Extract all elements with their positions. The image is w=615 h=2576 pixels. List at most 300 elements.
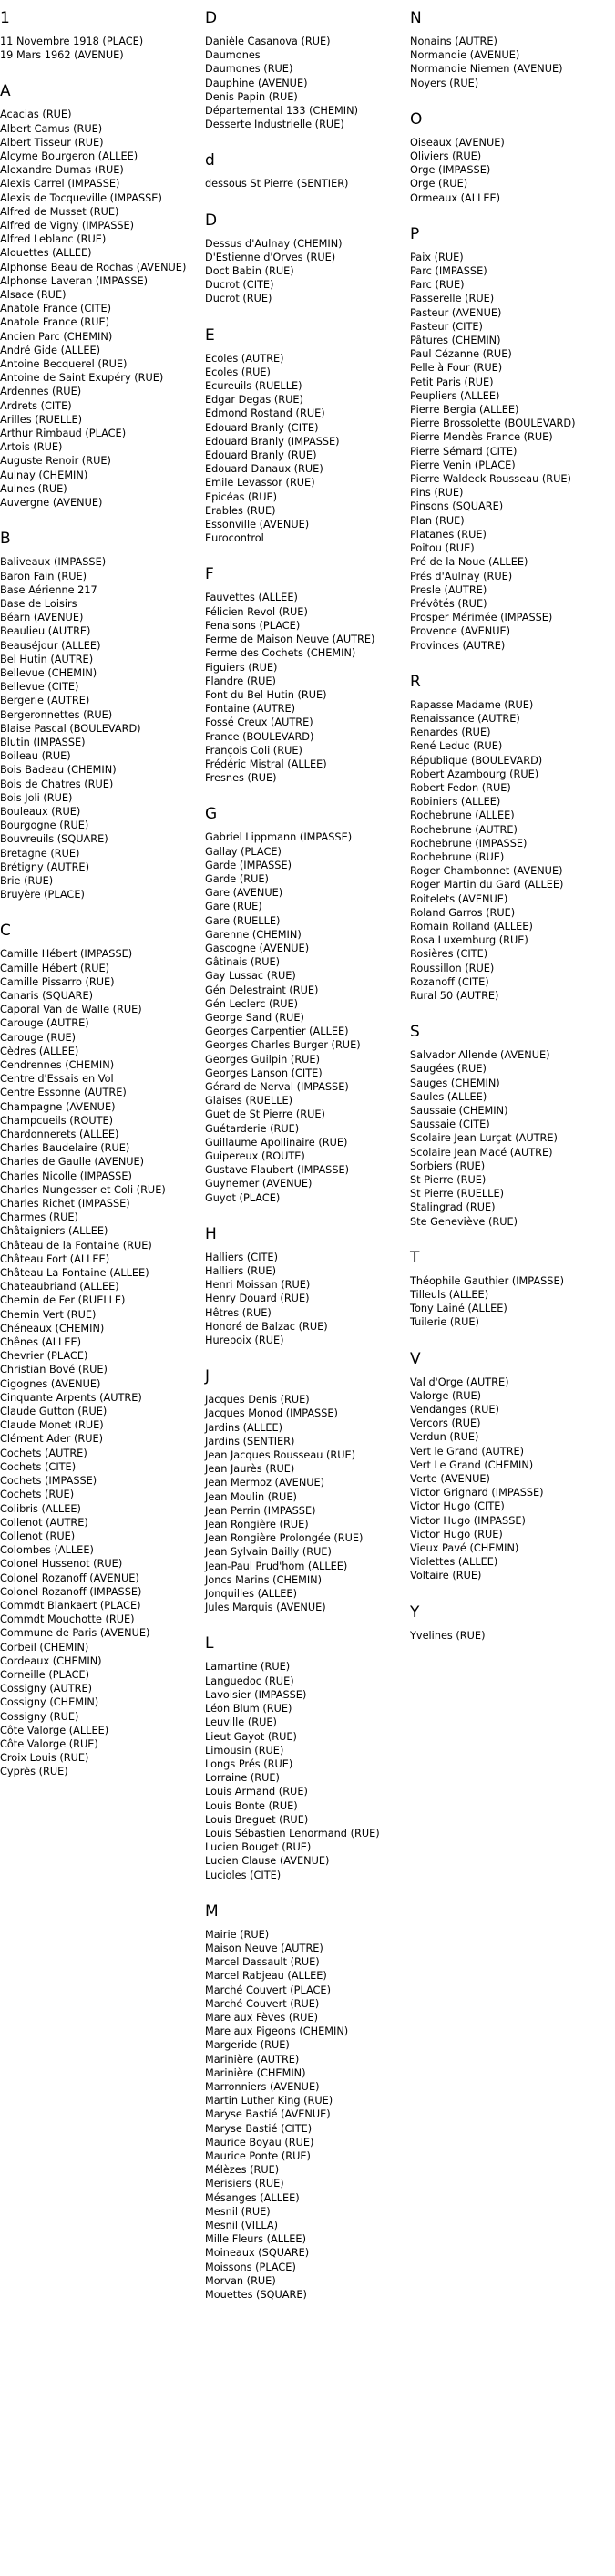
- street-entry: Bergerie (AUTRE): [0, 695, 90, 707]
- street-entry: Aulnes (RUE): [0, 482, 67, 495]
- street-entry: Moineaux (SQUARE): [205, 2247, 310, 2260]
- street-entry: Champagne (AVENUE): [0, 1100, 116, 1113]
- letter-section: [205, 1225, 405, 1347]
- street-entry: Saussaie (CHEMIN): [410, 1105, 508, 1117]
- street-entry: Languedoc (RUE): [205, 1674, 294, 1687]
- street-entry: Halliers (RUE): [205, 1265, 276, 1278]
- street-entry: Plan (RUE): [410, 514, 465, 527]
- street-entry: Bellevue (CHEMIN): [0, 666, 97, 679]
- street-entry: Poitou (RUE): [410, 542, 475, 555]
- street-entry: Ecureuils (RUELLE): [205, 380, 302, 393]
- street-entry: Rochebrune (RUE): [410, 850, 505, 863]
- street-entry: Jean Rongière (RUE): [205, 1519, 309, 1531]
- street-entry: Gay Lussac (RUE): [205, 970, 296, 983]
- street-entry: Stalingrad (RUE): [410, 1201, 496, 1214]
- street-entry: Croix Louis (RUE): [0, 1752, 89, 1765]
- street-entry: Gérard de Nerval (IMPASSE): [205, 1080, 349, 1093]
- street-entry: Cochets (RUE): [0, 1489, 75, 1501]
- street-entry: Saugées (RUE): [410, 1063, 487, 1076]
- street-entry: Fossé Creux (AUTRE): [205, 716, 313, 729]
- street-index-column-2: [205, 9, 405, 2322]
- street-entry: Tuilerie (RUE): [410, 1316, 479, 1329]
- street-entry: Morvan (RUE): [205, 2274, 276, 2287]
- street-entry: Ducrot (RUE): [205, 293, 272, 305]
- street-entry: Guétarderie (RUE): [205, 1122, 300, 1135]
- street-entry: Marcel Rabjeau (ALLEE): [205, 1970, 327, 1983]
- street-entry: Lavoisier (IMPASSE): [205, 1688, 307, 1701]
- street-entry: Bellevue (CITE): [0, 681, 79, 694]
- section-letter-heading: D: [205, 9, 218, 27]
- street-entry: Guet de St Pierre (RUE): [205, 1108, 325, 1121]
- street-entry: Brie (RUE): [0, 874, 54, 887]
- street-entry: Roger Martin du Gard (ALLEE): [410, 879, 564, 891]
- street-entry: Gascogne (AVENUE): [205, 942, 310, 954]
- street-entry: Rural 50 (AUTRE): [410, 989, 499, 1002]
- letter-section: [205, 151, 405, 191]
- street-entry: Rochebrune (AUTRE): [410, 823, 518, 836]
- street-entry: Bouleaux (RUE): [0, 805, 81, 818]
- street-entry: Bel Hutin (AUTRE): [0, 653, 94, 665]
- letter-section: [205, 1902, 405, 2302]
- street-entry: Fontaine (AUTRE): [205, 703, 296, 716]
- street-entry: Hêtres (RUE): [205, 1306, 272, 1319]
- street-entry: George Sand (RUE): [205, 1011, 304, 1024]
- street-entry: Jean Sylvain Bailly (RUE): [205, 1546, 332, 1559]
- street-entry: Flandre (RUE): [205, 675, 276, 687]
- street-entry: Ecoles (AUTRE): [205, 352, 284, 365]
- street-entry: Longs Prés (RUE): [205, 1757, 293, 1770]
- street-entry: Bergeronnettes (RUE): [0, 708, 113, 721]
- street-entry: Gare (RUE): [205, 901, 262, 913]
- street-entry: Maurice Boyau (RUE): [205, 2136, 314, 2148]
- street-entry: Ardrets (CITE): [0, 399, 72, 412]
- street-entry: Passerelle (RUE): [410, 293, 495, 305]
- street-entry: Denis Papin (RUE): [205, 90, 298, 103]
- street-entry: Salvador Allende (AVENUE): [410, 1049, 550, 1062]
- street-entry: Carouge (AUTRE): [0, 1017, 89, 1030]
- street-entry: Joncs Marins (CHEMIN): [205, 1573, 323, 1586]
- street-entry: Garde (IMPASSE): [205, 859, 292, 871]
- street-entry: Beauséjour (ALLEE): [0, 639, 101, 652]
- street-entry: Lucien Clause (AVENUE): [205, 1855, 330, 1868]
- street-entry: Bois Badeau (CHEMIN): [0, 764, 117, 777]
- street-entry: Robert Fedon (RUE): [410, 781, 511, 794]
- street-entry: Rapasse Madame (RUE): [410, 698, 534, 711]
- street-entry: Petit Paris (RUE): [410, 376, 494, 388]
- street-entry: Platanes (RUE): [410, 528, 487, 541]
- street-entry: Charles de Gaulle (AVENUE): [0, 1156, 145, 1169]
- street-entry: Victor Hugo (CITE): [410, 1500, 505, 1513]
- street-entry: Gare (AVENUE): [205, 887, 283, 900]
- street-entry: Alexis Carrel (IMPASSE): [0, 178, 120, 191]
- street-entry: Jonquilles (ALLEE): [205, 1588, 297, 1601]
- letter-section: [205, 1634, 405, 1881]
- street-entry: Château La Fontaine (ALLEE): [0, 1267, 149, 1280]
- street-entry: Lucien Bouget (RUE): [205, 1841, 312, 1854]
- street-entry: Ardennes (RUE): [0, 386, 82, 398]
- street-entry: Louis Bonte (RUE): [205, 1799, 298, 1812]
- street-entry: Beaulieu (AUTRE): [0, 625, 91, 638]
- street-entry: Camille Hébert (IMPASSE): [0, 948, 133, 961]
- street-entry: Roitelets (AVENUE): [410, 892, 508, 905]
- street-list: [205, 237, 405, 306]
- street-entry: Lorraine (RUE): [205, 1772, 280, 1785]
- section-letter-heading: D: [205, 211, 218, 230]
- letter-section: [410, 673, 610, 1003]
- street-list: [205, 830, 405, 1204]
- street-entry: St Pierre (RUELLE): [410, 1188, 505, 1200]
- street-entry: Corneille (PLACE): [0, 1668, 90, 1681]
- section-letter-heading: J: [205, 1367, 210, 1386]
- street-entry: Limousin (RUE): [205, 1744, 284, 1757]
- street-entry: Anatole France (CITE): [0, 303, 112, 315]
- street-entry: Violettes (ALLEE): [410, 1556, 498, 1569]
- street-entry: Côte Valorge (RUE): [0, 1737, 98, 1750]
- street-entry: Léon Blum (RUE): [205, 1703, 292, 1716]
- street-entry: Glaises (RUELLE): [205, 1095, 293, 1108]
- letter-section: [205, 565, 405, 785]
- street-entry: Vercors (RUE): [410, 1417, 481, 1430]
- street-list: [410, 136, 610, 205]
- street-entry: Pierre Mendès France (RUE): [410, 431, 553, 444]
- street-index-column-3: [410, 9, 610, 1663]
- street-entry: Côte Valorge (ALLEE): [0, 1724, 109, 1736]
- street-entry: Marinière (AUTRE): [205, 2053, 300, 2066]
- street-entry: Vert Le Grand (CHEMIN): [410, 1458, 534, 1471]
- street-entry: Marché Couvert (PLACE): [205, 1984, 331, 1996]
- street-entry: Jean Mermoz (AVENUE): [205, 1477, 325, 1489]
- street-entry: Desserte Industrielle (RUE): [205, 118, 344, 131]
- street-entry: Bruyère (PLACE): [0, 889, 85, 902]
- section-letter-heading: S: [410, 1023, 420, 1042]
- street-entry: Scolaire Jean Macé (AUTRE): [410, 1146, 553, 1159]
- street-entry: Gâtinais (RUE): [205, 956, 281, 969]
- street-list: [410, 1376, 610, 1583]
- street-entry: Canaris (SQUARE): [0, 989, 94, 1002]
- street-entry: Normandie Niemen (AVENUE): [410, 63, 563, 76]
- street-list: [410, 698, 610, 1003]
- street-entry: Blutin (IMPASSE): [0, 736, 86, 748]
- street-entry: Félicien Revol (RUE): [205, 605, 308, 618]
- letter-section: [0, 922, 200, 1778]
- street-entry: Cinquante Arpents (AUTRE): [0, 1391, 142, 1404]
- street-entry: Corbeil (CHEMIN): [0, 1641, 89, 1654]
- street-entry: Albert Tisseur (RUE): [0, 136, 104, 149]
- street-entry: Guyot (PLACE): [205, 1191, 281, 1204]
- street-entry: Anatole France (RUE): [0, 316, 110, 329]
- letter-section: [410, 1350, 610, 1583]
- street-entry: Roger Chambonnet (AVENUE): [410, 865, 563, 878]
- street-entry: Louis Sébastien Lenormand (RUE): [205, 1827, 380, 1839]
- letter-section: [410, 110, 610, 205]
- street-entry: René Leduc (RUE): [410, 740, 503, 753]
- street-entry: Alphonse Laveran (IMPASSE): [0, 274, 149, 287]
- street-entry: Maryse Bastié (CITE): [205, 2122, 313, 2135]
- street-entry: Fenaisons (PLACE): [205, 619, 301, 632]
- street-entry: Centre Essonne (AUTRE): [0, 1087, 127, 1099]
- street-entry: Lieut Gayot (RUE): [205, 1730, 297, 1743]
- street-entry: Charles Nungesser et Coli (RUE): [0, 1183, 166, 1196]
- street-entry: Arilles (RUELLE): [0, 413, 83, 426]
- street-entry: Gallay (PLACE): [205, 845, 282, 858]
- street-entry: Figuiers (RUE): [205, 661, 278, 674]
- street-entry: Charles Baudelaire (RUE): [0, 1142, 130, 1155]
- street-entry: Hurepoix (RUE): [205, 1334, 284, 1347]
- street-entry: Jean Rongière Prolongée (RUE): [205, 1532, 364, 1545]
- street-entry: Presle (AUTRE): [410, 583, 487, 596]
- street-entry: Essonville (AVENUE): [205, 519, 310, 531]
- street-entry: Château Fort (ALLEE): [0, 1252, 110, 1265]
- street-entry: Oiseaux (AVENUE): [410, 136, 505, 149]
- street-entry: Jardins (SENTIER): [205, 1435, 295, 1448]
- street-entry: Henry Douard (RUE): [205, 1293, 310, 1305]
- street-entry: Edouard Branly (IMPASSE): [205, 435, 340, 448]
- street-entry: Emile Levassor (RUE): [205, 477, 315, 489]
- street-entry: Acacias (RUE): [0, 108, 72, 121]
- street-entry: Paul Cézanne (RUE): [410, 348, 512, 361]
- street-entry: Cèdres (ALLEE): [0, 1045, 79, 1057]
- street-entry: Cossigny (RUE): [0, 1710, 79, 1723]
- street-entry: Rochebrune (IMPASSE): [410, 837, 528, 850]
- street-entry: Marinière (CHEMIN): [205, 2066, 306, 2079]
- street-list: [410, 1274, 610, 1330]
- street-list: [205, 1393, 405, 1614]
- street-entry: Départemental 133 (CHEMIN): [205, 105, 358, 118]
- street-entry: Commdt Blankaert (PLACE): [0, 1599, 141, 1612]
- street-entry: Gén Leclerc (RUE): [205, 997, 299, 1010]
- street-entry: Commdt Mouchotte (RUE): [0, 1613, 135, 1626]
- street-entry: Pinsons (SQUARE): [410, 500, 504, 513]
- street-entry: Paix (RUE): [410, 251, 464, 263]
- street-entry: Clément Ader (RUE): [0, 1433, 104, 1446]
- street-list: [205, 177, 405, 191]
- street-entry: Antoine Becquerel (RUE): [0, 358, 128, 371]
- section-letter-heading: H: [205, 1224, 217, 1243]
- street-entry: Charles Nicolle (IMPASSE): [0, 1170, 132, 1182]
- street-entry: Orge (RUE): [410, 178, 468, 191]
- street-entry: Béarn (AVENUE): [0, 612, 84, 624]
- letter-section: [410, 1249, 610, 1330]
- street-entry: Epicéas (RUE): [205, 490, 278, 503]
- street-entry: Pasteur (AVENUE): [410, 306, 502, 319]
- street-entry: Edouard Branly (RUE): [205, 449, 317, 462]
- street-entry: Colombes (ALLEE): [0, 1544, 94, 1557]
- street-entry: Pâtures (CHEMIN): [410, 335, 501, 347]
- street-entry: Georges Charles Burger (RUE): [205, 1039, 361, 1052]
- street-entry: Guillaume Apollinaire (RUE): [205, 1136, 348, 1149]
- street-entry: Cordeaux (CHEMIN): [0, 1654, 102, 1667]
- street-entry: Edouard Danaux (RUE): [205, 463, 323, 476]
- street-entry: Camille Pissarro (RUE): [0, 975, 115, 988]
- street-entry: Cochets (CITE): [0, 1460, 77, 1473]
- street-list: [0, 947, 200, 1778]
- street-entry: Champcueils (ROUTE): [0, 1114, 114, 1127]
- street-entry: Boileau (RUE): [0, 750, 71, 763]
- street-entry: Marronniers (AVENUE): [205, 2080, 320, 2093]
- street-entry: Roland Garros (RUE): [410, 906, 516, 919]
- street-entry: Pré de la Noue (ALLEE): [410, 556, 528, 569]
- street-entry: Dauphine (AVENUE): [205, 77, 308, 89]
- street-entry: Verte (AVENUE): [410, 1473, 490, 1486]
- street-entry: Pierre Bergia (ALLEE): [410, 404, 519, 417]
- street-entry: Nonains (AUTRE): [410, 36, 497, 47]
- street-entry: Arthur Rimbaud (PLACE): [0, 428, 127, 440]
- section-letter-heading: Y: [410, 1602, 420, 1622]
- street-entry: Caporal Van de Walle (RUE): [0, 1004, 142, 1016]
- street-entry: Georges Guilpin (RUE): [205, 1053, 320, 1066]
- street-entry: Christian Bové (RUE): [0, 1364, 108, 1376]
- street-entry: Honoré de Balzac (RUE): [205, 1320, 328, 1333]
- street-list: [205, 352, 405, 546]
- street-entry: Tony Lainé (ALLEE): [410, 1303, 507, 1315]
- street-entry: Rosières (CITE): [410, 948, 488, 961]
- section-letter-heading: V: [410, 1349, 421, 1368]
- street-entry: Cigognes (AVENUE): [0, 1377, 101, 1390]
- street-entry: Romain Rolland (ALLEE): [410, 920, 533, 933]
- street-entry: Valorge (RUE): [410, 1389, 482, 1402]
- street-list: [205, 1660, 405, 1881]
- street-entry: Frédéric Mistral (ALLEE): [205, 757, 327, 770]
- street-list: [205, 1928, 405, 2302]
- street-entry: Guipereux (ROUTE): [205, 1150, 305, 1162]
- street-entry: Gustave Flaubert (IMPASSE): [205, 1164, 350, 1177]
- street-entry: Auvergne (AVENUE): [0, 497, 103, 510]
- street-entry: Alexandre Dumas (RUE): [0, 164, 124, 177]
- street-entry: Baliveaux (IMPASSE): [0, 556, 107, 569]
- street-entry: Maison Neuve (AUTRE): [205, 1942, 323, 1954]
- street-entry: Normandie (AVENUE): [410, 49, 520, 62]
- street-entry: Mare aux Fèves (RUE): [205, 2011, 318, 2024]
- street-entry: Georges Lanson (CITE): [205, 1066, 323, 1079]
- street-entry: Orge (IMPASSE): [410, 164, 491, 177]
- letter-section: [205, 805, 405, 1204]
- street-entry: Font du Bel Hutin (RUE): [205, 688, 327, 701]
- street-entry: Claude Monet (RUE): [0, 1419, 104, 1432]
- street-entry: Mille Fleurs (ALLEE): [205, 2233, 306, 2246]
- street-entry: Camille Hébert (RUE): [0, 962, 110, 974]
- street-entry: Commune de Paris (AVENUE): [0, 1627, 150, 1640]
- street-list: [410, 1629, 610, 1643]
- street-entry: Pins (RUE): [410, 487, 464, 500]
- street-entry: Sorbiers (RUE): [410, 1159, 486, 1172]
- street-entry: Pierre Venin (PLACE): [410, 459, 516, 471]
- street-entry: Leuville (RUE): [205, 1716, 277, 1729]
- street-entry: Provence (AVENUE): [410, 625, 511, 638]
- street-entry: Théophile Gauthier (IMPASSE): [410, 1274, 565, 1287]
- street-entry: Robert Azambourg (RUE): [410, 768, 539, 780]
- street-entry: Pierre Sémard (CITE): [410, 445, 518, 458]
- street-entry: Oliviers (RUE): [410, 150, 482, 163]
- street-list: [205, 1251, 405, 1347]
- street-entry: Provinces (AUTRE): [410, 639, 506, 652]
- street-entry: Alexis de Tocqueville (IMPASSE): [0, 191, 162, 204]
- street-entry: Colonel Husseno​t (RUE): [0, 1558, 123, 1571]
- street-entry: Colonel Rozanoff (IMPASSE): [0, 1585, 142, 1598]
- street-entry: Vieux Pavé (CHEMIN): [410, 1542, 519, 1555]
- street-entry: Jules Marquis (AVENUE): [205, 1602, 326, 1614]
- street-list: [410, 35, 610, 90]
- street-entry: Gén Delestraint (RUE): [205, 984, 319, 996]
- street-entry: Claude Gutton (RUE): [0, 1406, 108, 1418]
- street-entry: Jean Jacques Rousseau (RUE): [205, 1449, 356, 1462]
- street-entry: Ancien Parc (CHEMIN): [0, 330, 113, 343]
- street-entry: Chéneaux (CHEMIN): [0, 1322, 105, 1334]
- street-entry: Bretagne (RUE): [0, 847, 80, 860]
- street-entry: Sauges (CHEMIN): [410, 1077, 500, 1089]
- street-entry: D'Estienne d'Orves (RUE): [205, 251, 336, 263]
- street-entry: Erables (RUE): [205, 504, 276, 517]
- street-entry: Blaise Pascal (BOULEVARD): [0, 722, 141, 735]
- street-list: [205, 591, 405, 785]
- street-entry: Scolaire Jean Lurçat (AUTRE): [410, 1132, 558, 1145]
- section-letter-heading: B: [0, 530, 11, 549]
- street-list: [0, 108, 200, 510]
- street-entry: Ecoles (RUE): [205, 366, 271, 378]
- letter-section: [205, 9, 405, 131]
- street-entry: Carouge (RUE): [0, 1031, 77, 1044]
- street-entry: Peupliers (ALLEE): [410, 389, 500, 402]
- street-entry: Edmond Rostand (RUE): [205, 407, 325, 420]
- street-entry: Pierre Brossolette (BOULEVARD): [410, 417, 576, 430]
- street-entry: Guynemer (AVENUE): [205, 1178, 313, 1190]
- street-entry: Prés d'Aulnay (RUE): [410, 570, 513, 582]
- section-letter-heading: F: [205, 565, 214, 584]
- street-entry: Moissons (PLACE): [205, 2261, 296, 2273]
- section-letter-heading: L: [205, 1634, 214, 1654]
- street-entry: Alcyme Bourgeron (ALLEE): [0, 150, 138, 163]
- street-list: [0, 555, 200, 902]
- street-entry: 19 Mars 1962 (AVENUE): [0, 49, 124, 62]
- street-entry: Martin Luther King (RUE): [205, 2095, 333, 2107]
- street-entry: Cossigny (AUTRE): [0, 1683, 93, 1695]
- street-entry: Collenot (RUE): [0, 1530, 76, 1542]
- street-entry: Charles Richet (IMPASSE): [0, 1198, 130, 1211]
- street-entry: Bourgogne (RUE): [0, 819, 89, 832]
- street-entry: Victor Grignard (IMPASSE): [410, 1487, 544, 1499]
- street-entry: Mélèzes (RUE): [205, 2164, 280, 2177]
- street-entry: Chênes (ALLEE): [0, 1336, 81, 1349]
- street-entry: Alouettes (ALLEE): [0, 247, 92, 260]
- street-entry: Alphonse Beau de Rochas (AVENUE): [0, 261, 187, 273]
- street-entry: Victor Hugo (RUE): [410, 1528, 503, 1540]
- street-entry: Daumones: [205, 49, 261, 62]
- street-entry: Brétigny (AUTRE): [0, 860, 89, 873]
- street-entry: Charmes (RUE): [0, 1211, 78, 1224]
- letter-section: [205, 211, 405, 306]
- street-entry: Jean Jaurès (RUE): [205, 1463, 295, 1476]
- street-entry: Cendrennes (CHEMIN): [0, 1059, 115, 1071]
- street-entry: Edouard Branly (CITE): [205, 421, 319, 434]
- street-list: [410, 1048, 610, 1229]
- street-entry: Henri Moissan (RUE): [205, 1279, 311, 1292]
- street-entry: Base de Loisirs: [0, 597, 77, 610]
- street-entry: Antoine de Saint Exupéry (RUE): [0, 372, 164, 385]
- section-letter-heading: d: [205, 151, 215, 170]
- letter-section: [0, 9, 200, 62]
- street-entry: Mare aux Pigeons (CHEMIN): [205, 2025, 349, 2038]
- street-entry: Parc (RUE): [410, 279, 465, 292]
- section-letter-heading: P: [410, 224, 420, 243]
- street-entry: Fresnes (RUE): [205, 772, 277, 785]
- street-entry: Ormeaux (ALLEE): [410, 191, 501, 204]
- street-entry: Louis Armand (RUE): [205, 1786, 308, 1798]
- street-entry: Parc (IMPASSE): [410, 265, 487, 278]
- letter-section: [410, 9, 610, 90]
- street-list: [205, 35, 405, 131]
- section-letter-heading: R: [410, 672, 421, 691]
- section-letter-heading: N: [410, 9, 422, 27]
- street-entry: Marcel Dassault (RUE): [205, 1956, 320, 1969]
